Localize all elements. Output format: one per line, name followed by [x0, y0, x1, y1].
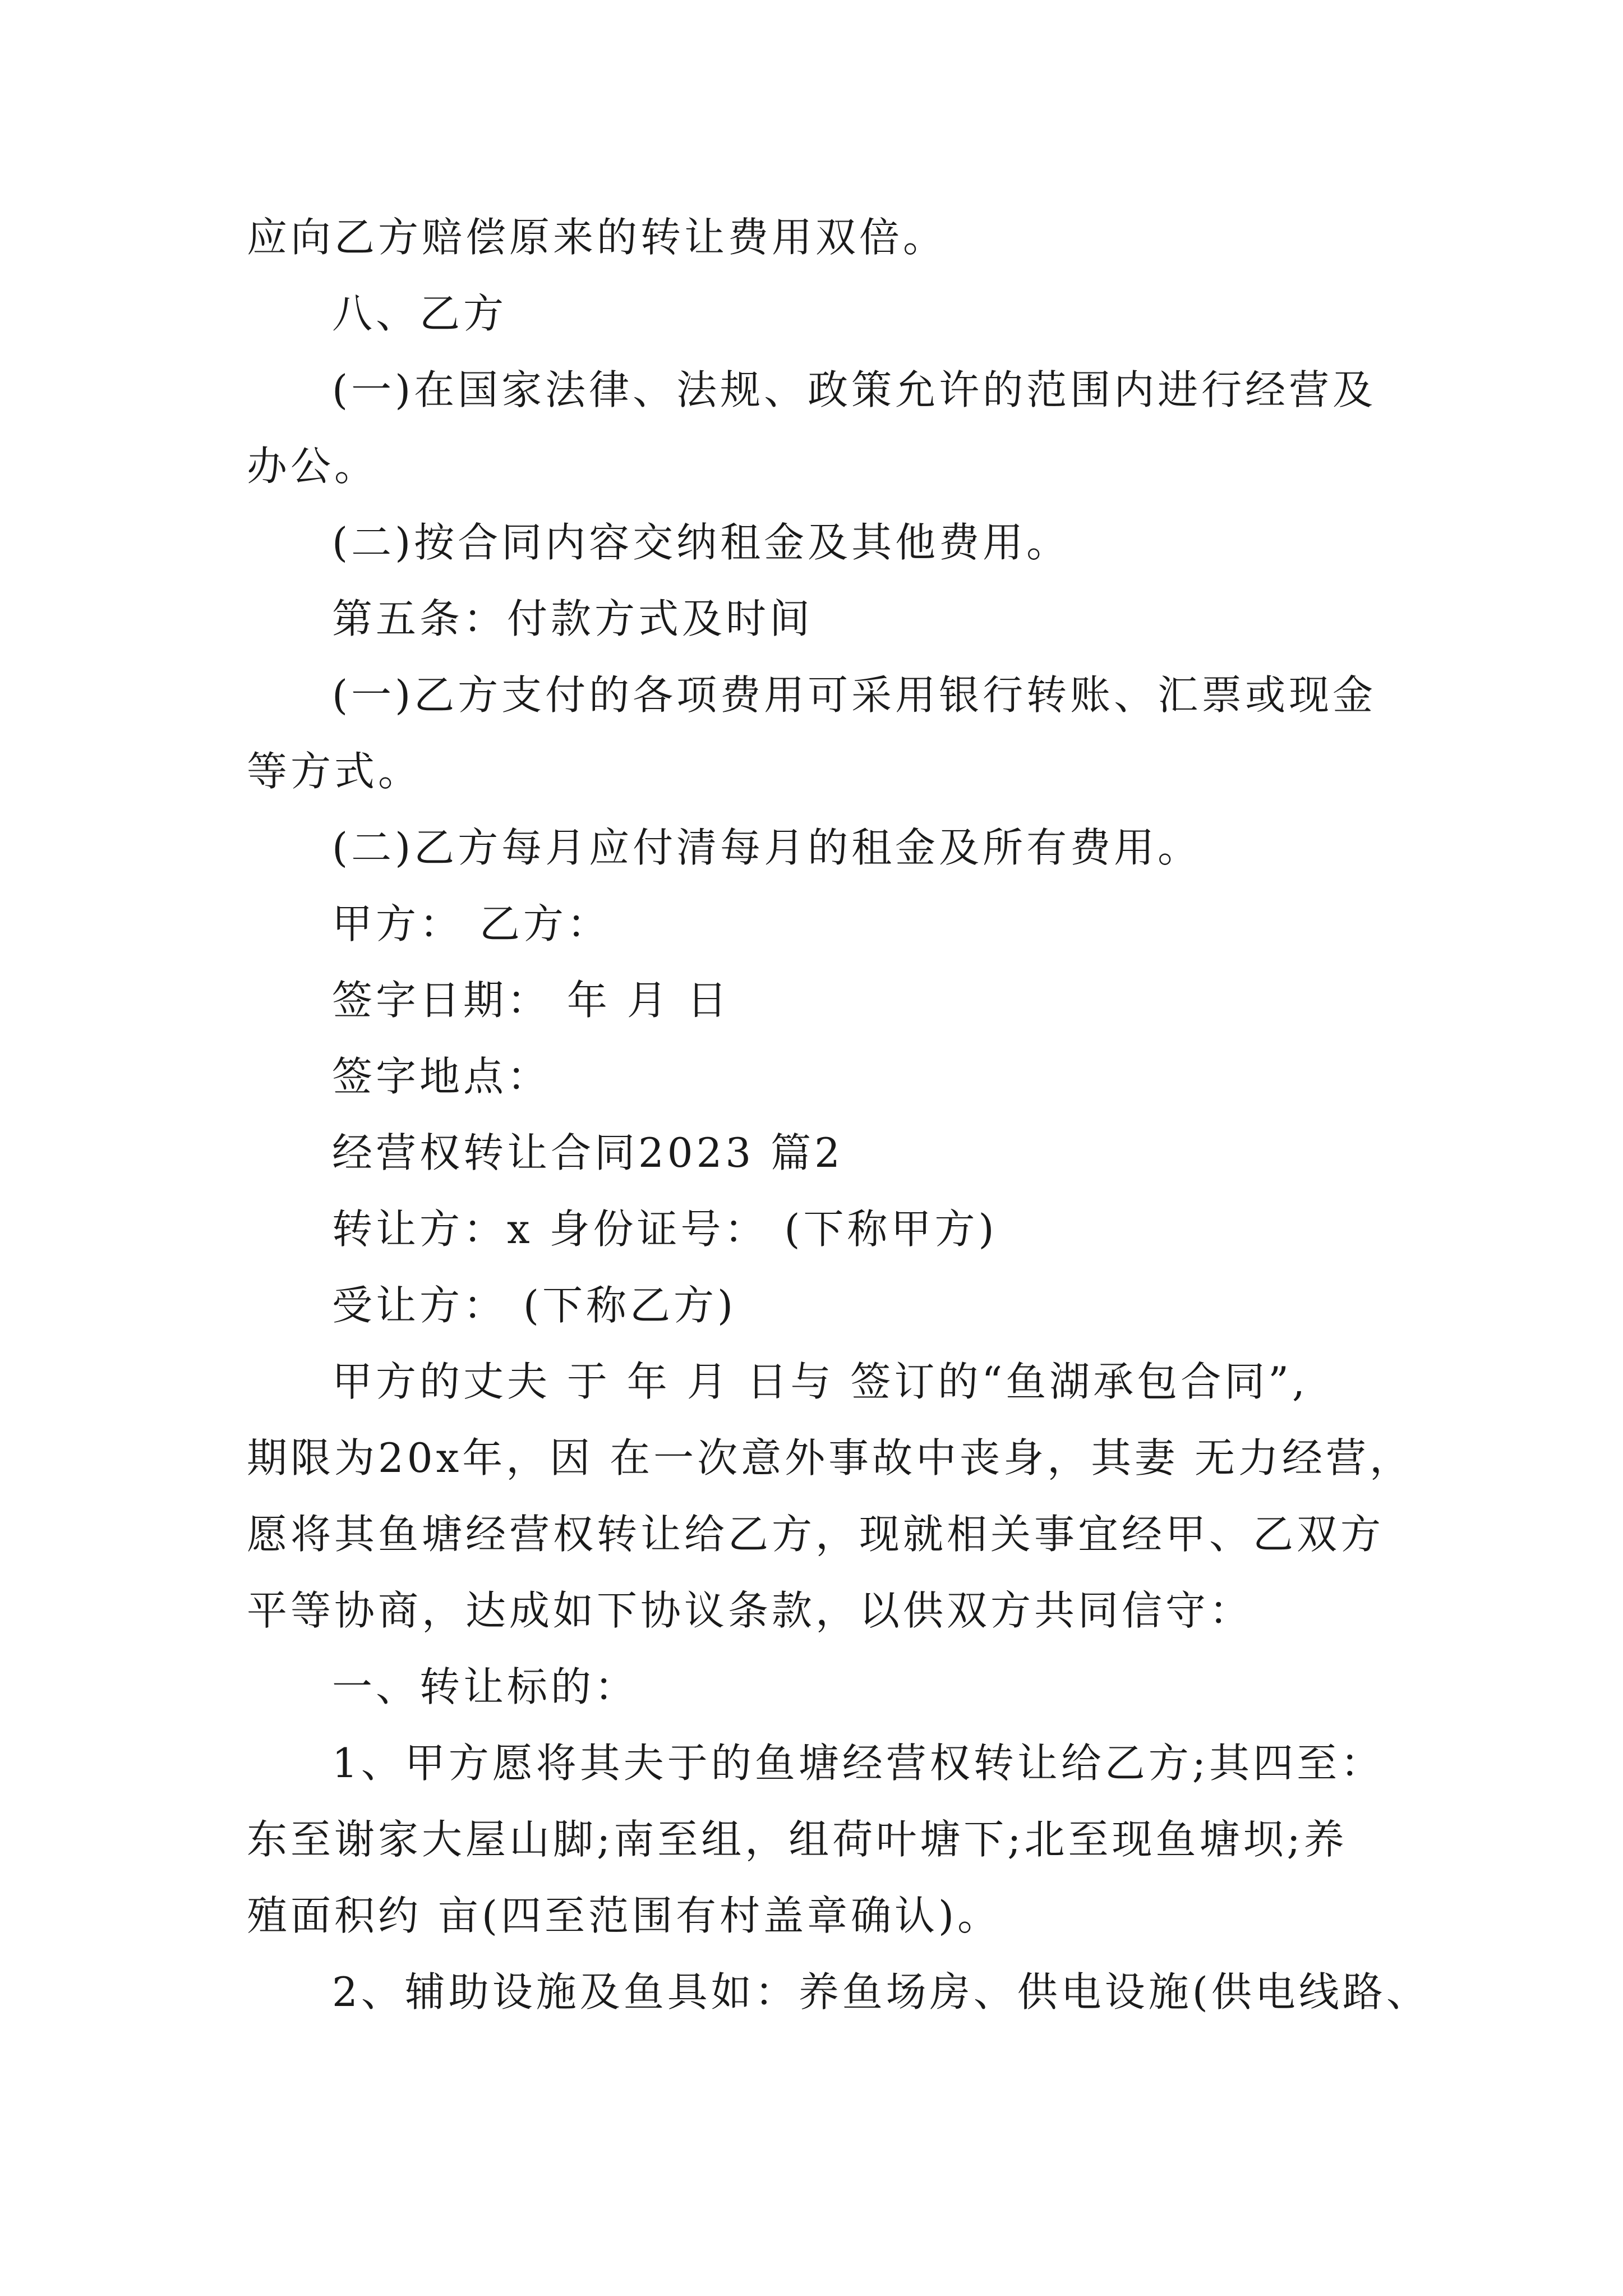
text-line: (二)乙方每月应付清每月的租金及所有费用。	[332, 824, 1202, 871]
text-line: (二)按合同内容交纳租金及其他费用。	[332, 519, 1071, 566]
text-line: (一)在国家法律、法规、政策允许的范围内进行经营及	[332, 366, 1377, 413]
document-title: 经营权转让合同2023 篇2	[332, 1129, 843, 1176]
section-heading: 第五条：付款方式及时间	[332, 595, 814, 642]
text-line: 1、甲方愿将其夫于的鱼塘经营权转让给乙方;其四至：	[332, 1740, 1385, 1787]
text-line: 平等协商，达成如下协议条款，以供双方共同信守：	[247, 1587, 1253, 1634]
signature-date: 签字日期： 年 月 日	[332, 977, 731, 1024]
text-line: 等方式。	[247, 748, 422, 795]
document-body	[247, 199, 1430, 2030]
text-line: 2、辅助设施及鱼具如：养鱼场房、供电设施(供电线路、	[332, 1968, 1430, 2016]
text-line: 愿将其鱼塘经营权转让给乙方，现就相关事宜经甲、乙双方	[247, 1511, 1385, 1558]
signature-parties: 甲方： 乙方：	[332, 900, 611, 947]
text-line: 殖面积约 亩(四至范围有村盖章确认)。	[247, 1892, 1002, 1939]
section-heading: 一、转让标的：	[332, 1663, 639, 1710]
transferor-line: 转让方：x 身份证号： (下称甲方)	[332, 1205, 998, 1253]
text-line: 应向乙方赔偿原来的转让费用双倍。	[247, 214, 947, 261]
text-line: 甲方的丈夫 于 年 月 日与 签订的“鱼湖承包合同”,	[332, 1358, 1308, 1405]
signature-place: 签字地点：	[332, 1053, 551, 1100]
text-line: (一)乙方支付的各项费用可采用银行转账、汇票或现金	[332, 671, 1377, 719]
section-heading: 八、乙方	[332, 290, 508, 337]
text-line: 期限为20x年，因 在一次意外事故中丧身，其妻 无力经营，	[247, 1434, 1413, 1481]
text-line: 东至谢家大屋山脚;南至组，组荷叶塘下;北至现鱼塘坝;养	[247, 1816, 1348, 1863]
transferee-line: 受让方： (下称乙方)	[332, 1282, 737, 1329]
text-line: 办公。	[247, 443, 379, 490]
